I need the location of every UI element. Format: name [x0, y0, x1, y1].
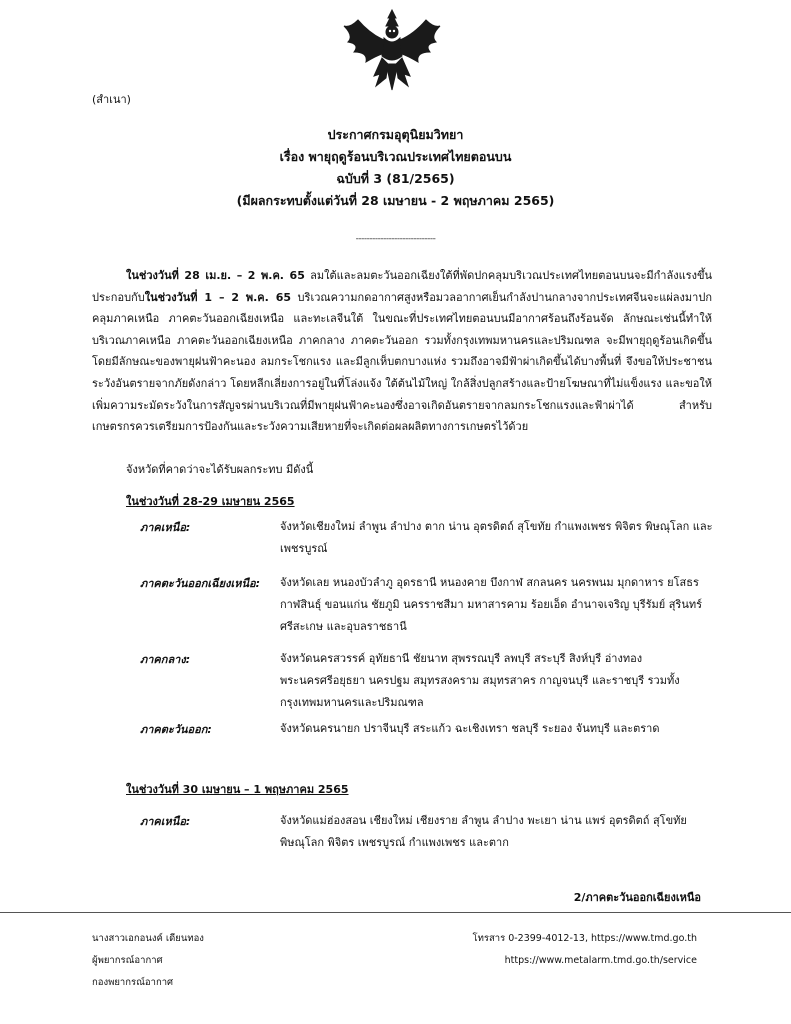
region-label-northeast: ภาคตะวันออกเฉียงเหนือ:: [140, 577, 261, 590]
region-label-north: ภาคเหนือ:: [140, 521, 191, 534]
period-heading: ในช่วงวันที่ 28-29 เมษายน 2565: [126, 495, 295, 508]
period-heading: ในช่วงวันที่ 30 เมษายน – 1 พฤษภาคม 2565: [126, 783, 349, 796]
region-label-north: ภาคเหนือ:: [140, 815, 191, 828]
region-provinces-northeast: จังหวัดเลย หนองบัวลำภู อุดรธานี หนองคาย บึงกาฬ สกลนคร นครพนม มุกดาหาร ยโสธร กาฬสินธุ์ ขอนแก่น ชัยภูมิ นครราชสีมา มหาสารคาม ร้อยเอ็ด อำนาจเจริญ บุรีรัมย์ สุรินทร์ ศรีสะเกษ และอุบลราชธานี: [280, 576, 703, 633]
footer-divider: [0, 912, 791, 913]
author-name: นางสาวเอกอนงค์ เดียนทอง: [92, 933, 204, 944]
announcement-title: ประกาศกรมอุตุนิยมวิทยา: [327, 127, 464, 142]
region-label-east: ภาคตะวันออก:: [140, 723, 212, 736]
department-name: กองพยากรณ์อากาศ: [92, 977, 174, 988]
announcement-effective-period: (มีผลกระทบตั้งแต่วันที่ 28 เมษายน - 2 พฤษภาคม 2565): [236, 193, 555, 208]
author-role: ผู้พยากรณ์อากาศ: [92, 955, 163, 966]
announcement-issue: ฉบับที่ 3 (81/2565): [336, 171, 455, 186]
announcement-subject: เรื่อง พายุฤดูร้อนบริเวณประเทศไทยตอนบน: [279, 149, 512, 164]
provinces-intro: จังหวัดที่คาดว่าจะได้รับผลกระทบ มีดังนี้: [126, 463, 314, 476]
contact-service-url: https://www.metalarm.tmd.go.th/service: [504, 955, 697, 966]
title-separator: -----------------------------: [355, 234, 436, 244]
region-provinces-north: จังหวัดเชียงใหม่ ลำพูน ลำปาง ตาก น่าน อุตรดิตถ์ สุโขทัย กำแพงเพชร พิจิตร พิษณุโลก และเพชรบูรณ์: [280, 520, 713, 555]
contact-fax-website: โทรสาร 0-2399-4012-13, https://www.tmd.go.th: [472, 933, 697, 944]
region-provinces-north: จังหวัดแม่ฮ่องสอน เชียงใหม่ เชียงราย ลำพูน ลำปาง พะเยา น่าน แพร่ อุตรดิตถ์ สุโขทัย พิษณุโลก พิจิตร เพชรบูรณ์ กำแพงเพชร และตาก: [280, 814, 687, 849]
garuda-emblem-icon: [340, 6, 444, 94]
region-provinces-central: จังหวัดนครสวรรค์ อุทัยธานี ชัยนาท สุพรรณบุรี ลพบุรี สระบุรี สิงห์บุรี อ่างทอง พระนครศรีอยุธยา นครปฐม สมุทรสงคราม สมุทรสาคร กาญจนบุรี และราชบุรี รวมทั้งกรุงเทพมหานครและปริมณฑล: [280, 652, 680, 709]
announcement-title-block: [60, 124, 731, 212]
footer-author-block: [92, 928, 204, 994]
region-label-central: ภาคกลาง:: [140, 653, 191, 666]
paragraph-text-1: ลมใต้และลมตะวันออกเฉียงใต้ที่พัดปกคลุมบริเวณประเทศไทยตอนบนจะมีกำลังแรงขึ้น ประกอบกับ: [92, 269, 712, 304]
continuation-note: 2/ภาคตะวันออกเฉียงเหนือ: [573, 891, 701, 904]
date-range-bold-2: ในช่วงวันที่ 1 – 2 พ.ค. 65: [144, 290, 292, 304]
date-range-bold: ในช่วงวันที่ 28 เม.ย. – 2 พ.ค. 65: [126, 269, 305, 282]
paragraph-text-2: บริเวณความกดอากาศสูงหรือมวลอากาศเย็นกำลังปานกลางจากประเทศจีนจะแผ่ลงมาปกคลุมภาคเหนือ ภาคตะวันออกเฉียงเหนือ และทะเลจีนใต้ ในขณะที่ประเทศไทยตอนบนมีอากาศร้อนถึงร้อนจัด ลักษณะเช่นนี้ทำให้บริเวณภาคเหนือ ภาคตะวันออกเฉียงเหนือ ภาคกลาง ภาคตะวันออก รวมทั้งกรุงเทพมหานครและปริมณฑล จะมีพายุฤดูร้อนเกิดขึ้น โดยมีลักษณะของพายุฝนฟ้าคะนอง ลมกระโชกแรง และมีลูกเห็บตกบางแห่ง รวมถึงอาจมีฟ้าผ่าเกิดขึ้นได้บางพื้นที่ จึงขอให้ประชาชนระวังอันตรายจากภัยดังกล่าว โดยหลีกเลี่ยงการอยู่ในที่โล่งแจ้ง ใต้ต้นไม้ใหญ่ ใกล้สิ่งปลูกสร้างและป้ายโฆษณาที่ไม่แข็งแรง และขอให้เพิ่มความระมัดระวังในการสัญจรผ่านบริเวณที่มีพายุฝนฟ้าคะนองซึ่งอาจเกิดอันตรายจากลมกระโชกแรงและฟ้าผ่าได้ สำหรับเกษตรกรควรเตรียมการป้องกันและระวังความเสียหายที่จะเกิดต่อผลผลิตทางการเกษตรไว้ด้วย: [92, 290, 712, 434]
region-provinces-east: จังหวัดนครนายก ปราจีนบุรี สระแก้ว ฉะเชิงเทรา ชลบุรี ระยอง จันทบุรี และตราด: [280, 722, 660, 735]
copy-label: (สำเนา): [92, 93, 131, 106]
footer-contact-block: [472, 928, 697, 972]
main-paragraph: [92, 265, 712, 438]
